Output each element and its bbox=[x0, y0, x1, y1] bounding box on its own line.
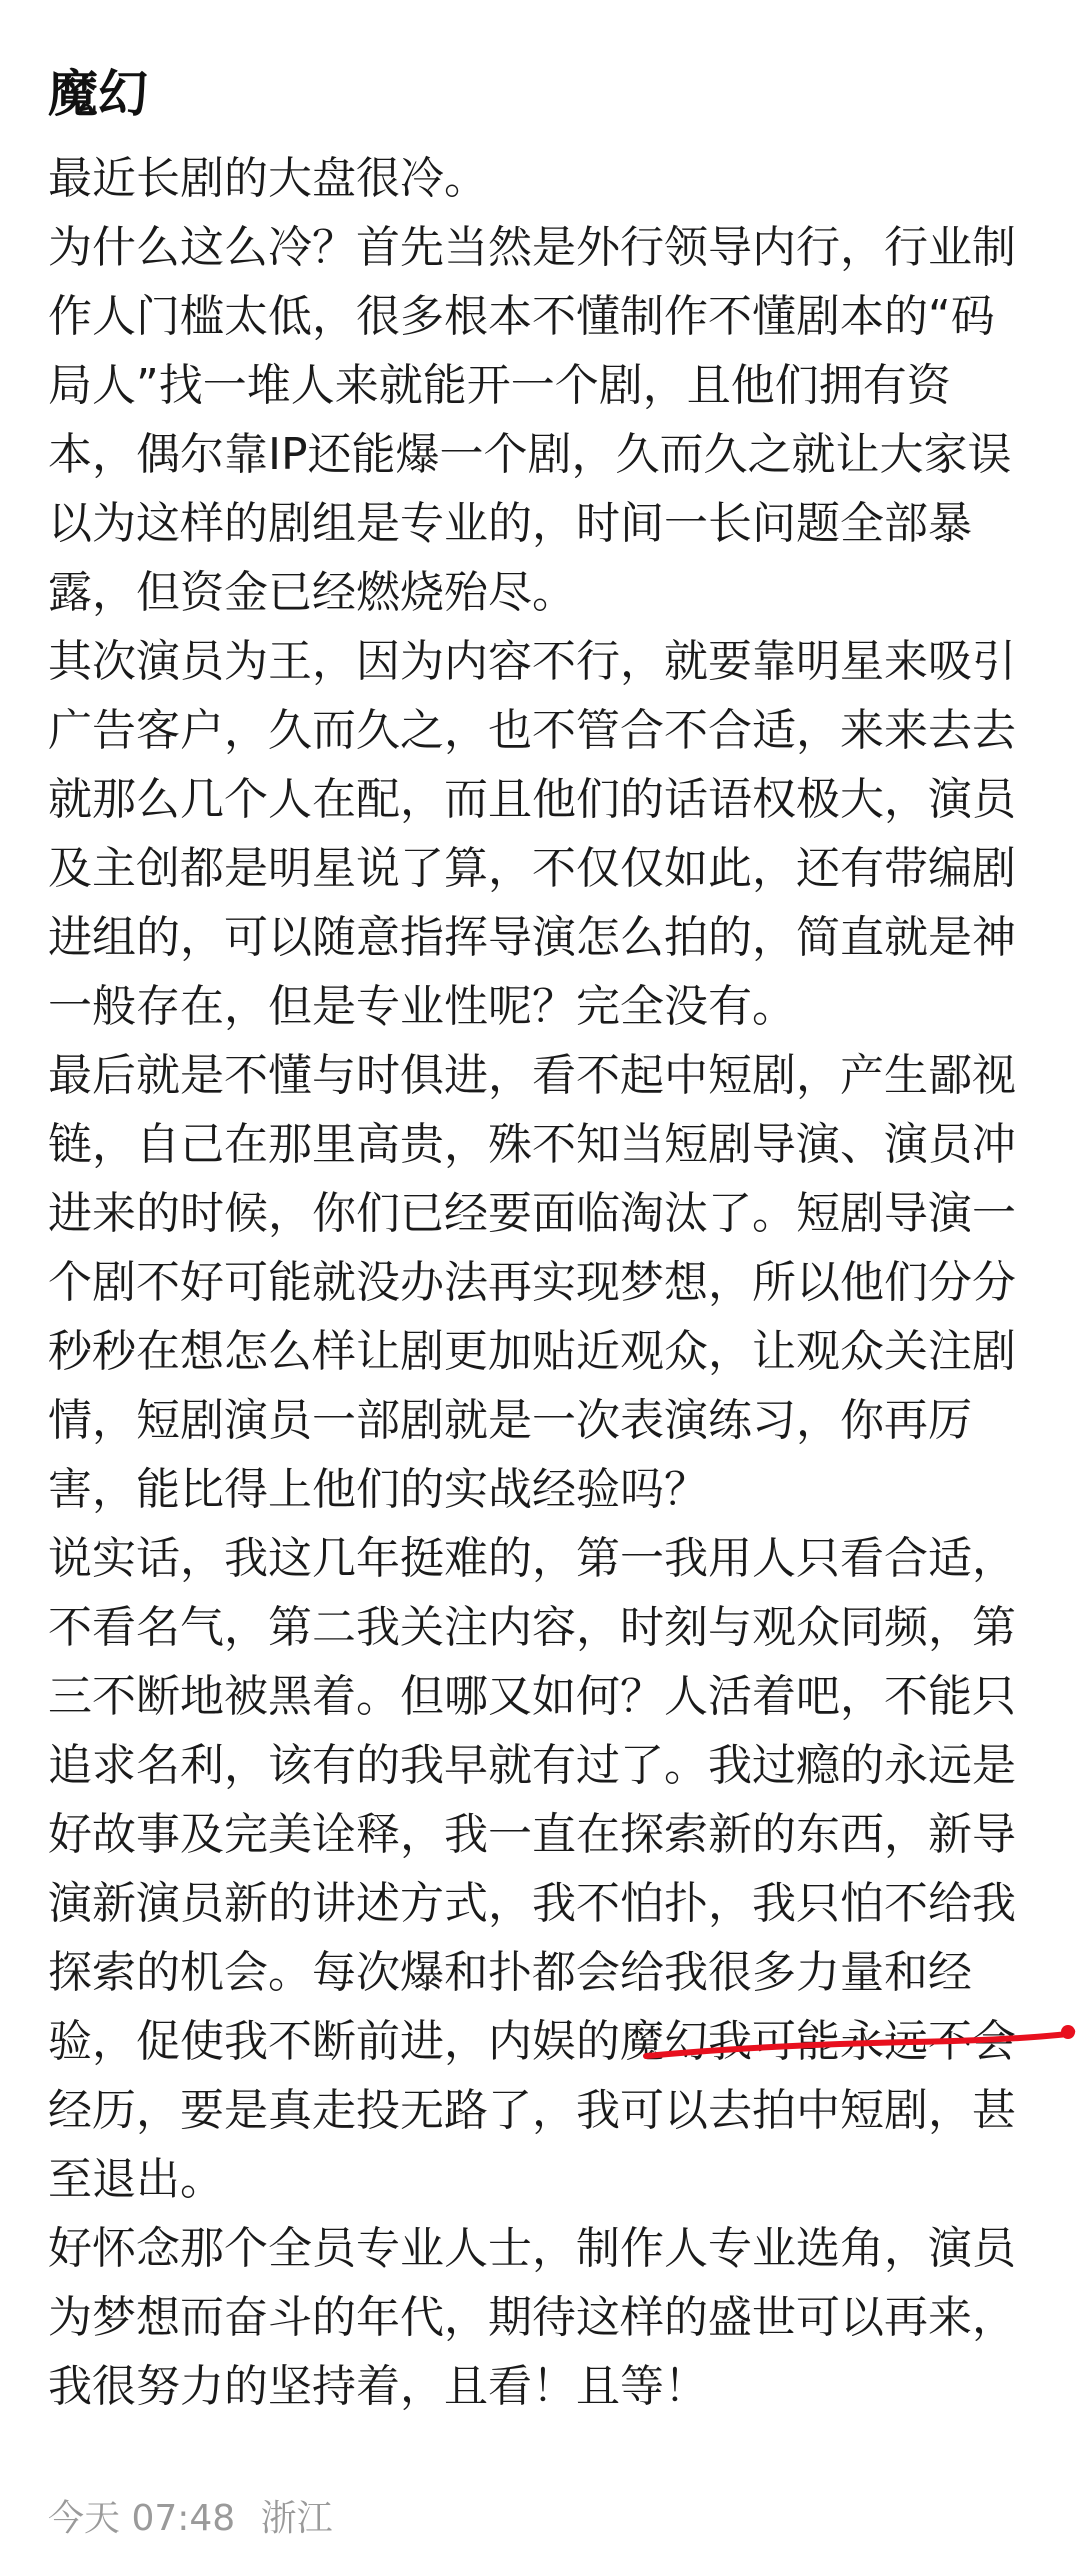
post-paragraph: 好怀念那个全员专业人士，制作人专业选角，演员为梦想而奋斗的年代，期待这样的盛世可以再来，我很努力的坚持着，且看！且等！ bbox=[48, 2223, 1016, 2412]
post-paragraph: 最后就是不懂与时俱进，看不起中短剧，产生鄙视链，自己在那里高贵，殊不知当短剧导演、演员冲进来的时候，你们已经要面临淘汰了。短剧导演一个剧不好可能就没办法再实现梦想，所以他们分分秒秒在想怎么样让剧更加贴近观众，让观众关注剧情，短剧演员一部剧就是一次表演练习，你再厉害，能比得上他们的实战经验吗？ bbox=[48, 1050, 1016, 1515]
post-paragraph: 说实话，我这几年挺难的，第一我用人只看合适，不看名气，第二我关注内容，时刻与观众同频，第三不断地被黑着。但哪又如何？人活着吧，不能只追求名利，该有的我早就有过了。我过瘾的永远是好故事及完美诠释，我一直在探索新的东西，新导演新演员新的讲述方式，我不怕扑，我只怕不给我探索的机会。每次爆和扑都会给我很多力量和经验，促使我不断前进，内娱的魔幻我可能永远不会经历，要是真走投无路了，我可以去拍中短剧，甚至退出。 bbox=[48, 1533, 1016, 2205]
post-paragraph: 为什么这么冷？首先当然是外行领导内行，行业制作人门槛太低，很多根本不懂制作不懂剧本的“码局人”找一堆人来就能开一个剧，且他们拥有资本，偶尔靠IP还能爆一个剧，久而久之就让大家误以为这样的剧组是专业的，时间一长问题全部暴露，但资金已经燃烧殆尽。 bbox=[48, 222, 1016, 618]
post-location: 浙江 bbox=[260, 2498, 333, 2539]
post-title: 魔幻 bbox=[48, 65, 148, 123]
post bbox=[48, 56, 1038, 2421]
post-time: 今天 07:48 bbox=[48, 2498, 236, 2539]
post-paragraph: 最近长剧的大盘很冷。 bbox=[48, 153, 488, 204]
post-body bbox=[48, 144, 1038, 2421]
post-meta bbox=[48, 2496, 333, 2542]
post-paragraph: 其次演员为王，因为内容不行，就要靠明星来吸引广告客户，久而久之，也不管合不合适，来来去去就那么几个人在配，而且他们的话语权极大，演员及主创都是明星说了算，不仅仅如此，还有带编剧进组的，可以随意指挥导演怎么拍的，简直就是神一般存在，但是专业性呢？完全没有。 bbox=[48, 636, 1016, 1032]
